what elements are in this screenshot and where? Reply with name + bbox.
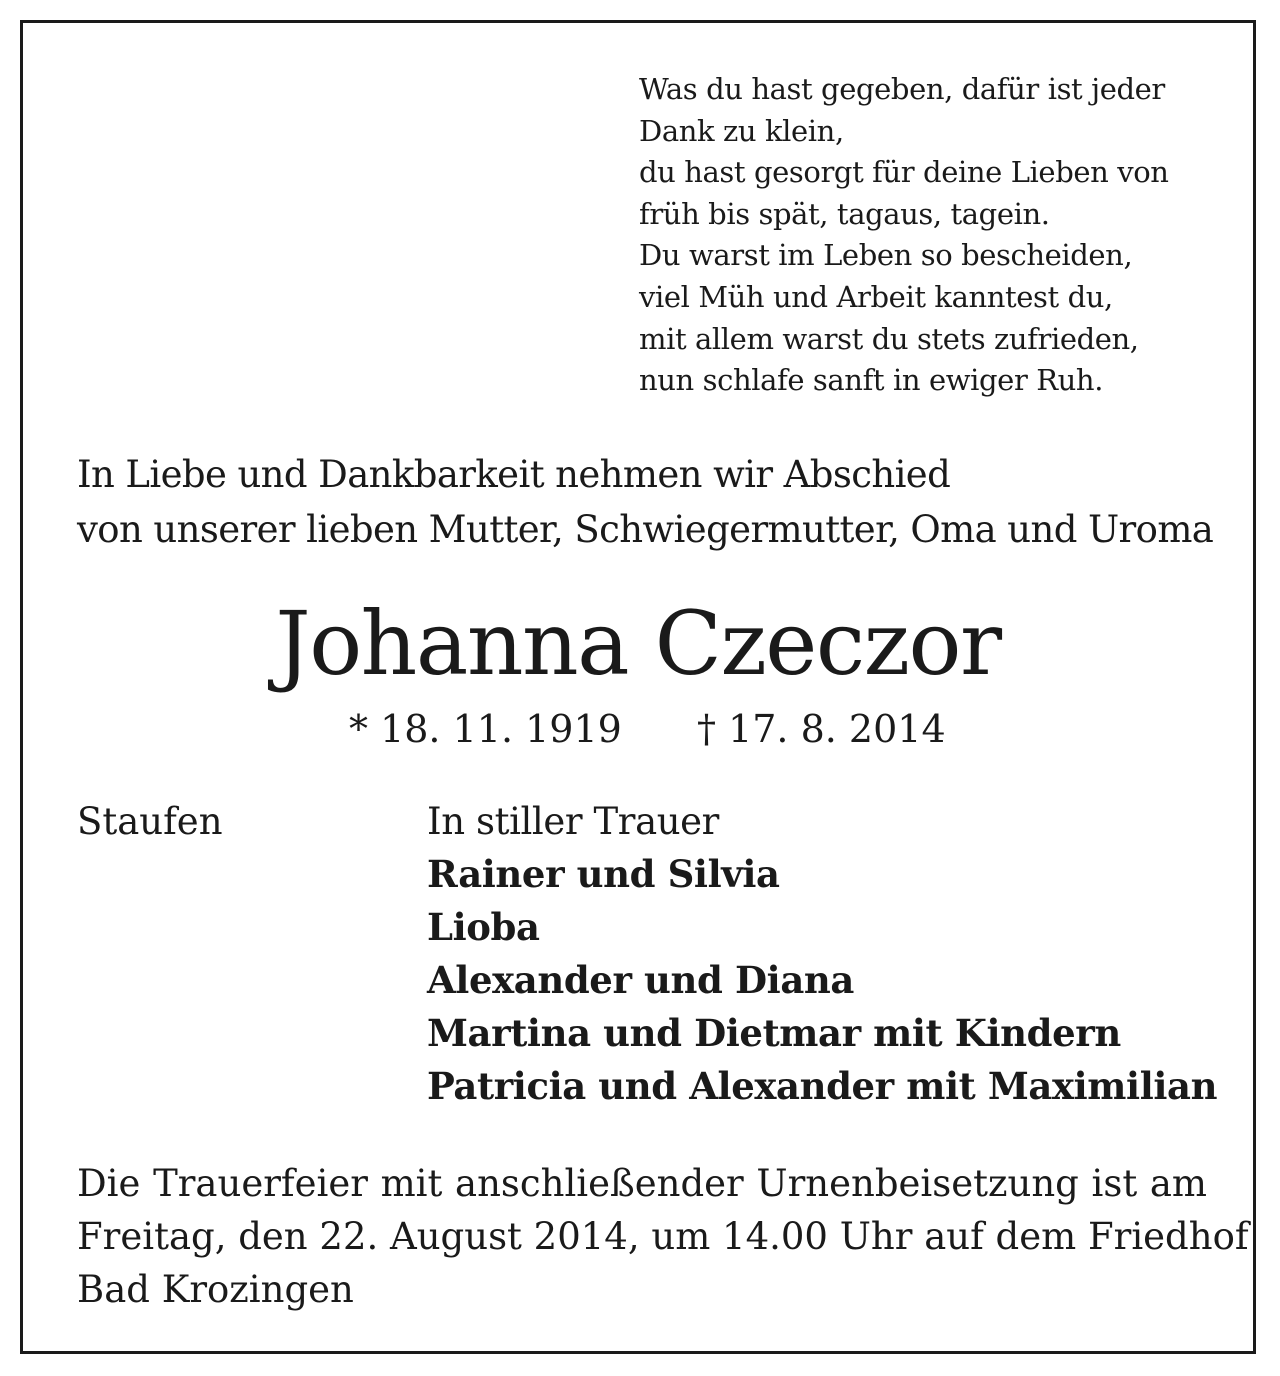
poem-line: Was du hast gegeben, dafür ist jeder xyxy=(639,72,1165,106)
intro-line: von unserer lieben Mutter, Schwiegermutter, Oma und Uroma xyxy=(77,508,1214,551)
mourner-name: Alexander und Diana xyxy=(427,958,854,1002)
death-date: † 17. 8. 2014 xyxy=(697,707,946,751)
mourner-name: Martina und Dietmar mit Kindern xyxy=(427,1011,1121,1055)
poem-line: du hast gesorgt für deine Lieben von xyxy=(639,155,1169,190)
mourners-list xyxy=(427,848,1217,1113)
memorial-poem xyxy=(639,69,1239,402)
funeral-service-info xyxy=(77,1157,1249,1316)
poem-line: früh bis spät, tagaus, tagein. xyxy=(639,196,1050,231)
poem-line: viel Müh und Arbeit kanntest du, xyxy=(639,279,1113,314)
poem-line: Du warst im Leben so bescheiden, xyxy=(639,238,1133,273)
deceased-name: Johanna Czeczor xyxy=(275,592,1001,695)
service-line: Bad Krozingen xyxy=(77,1268,354,1311)
mourner-name: Patricia und Alexander mit Maximilian xyxy=(427,1064,1218,1108)
farewell-intro xyxy=(77,447,1213,557)
place-name: Staufen xyxy=(77,800,223,843)
poem-line: mit allem warst du stets zufrieden, xyxy=(639,321,1139,356)
mourner-name: Rainer und Silvia xyxy=(427,852,780,896)
intro-line: In Liebe und Dankbarkeit nehmen wir Abschied xyxy=(77,453,951,496)
obituary-notice xyxy=(20,20,1256,1354)
service-line: Freitag, den 22. August 2014, um 14.00 Uhr auf dem Friedhof xyxy=(77,1215,1249,1258)
poem-line: Dank zu klein, xyxy=(639,113,844,148)
mourners-heading: In stiller Trauer xyxy=(427,800,719,843)
mourner-name: Lioba xyxy=(427,905,540,949)
mourners-block xyxy=(427,795,1217,1113)
life-dates xyxy=(23,701,1253,757)
service-line: Die Trauerfeier mit anschließender Urnenbeisetzung ist am xyxy=(77,1162,1207,1205)
birth-date: * 18. 11. 1919 xyxy=(349,707,622,751)
poem-line: nun schlafe sanft in ewiger Ruh. xyxy=(639,363,1104,398)
